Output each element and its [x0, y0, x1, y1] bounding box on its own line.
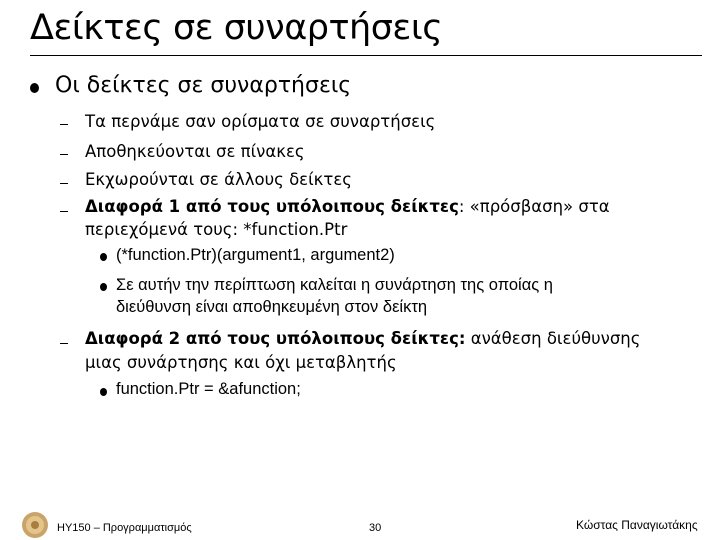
university-logo-icon [20, 510, 50, 540]
bullet-icon [100, 283, 107, 291]
dash-icon [60, 154, 68, 155]
diff2-bold-text: Διαφορά 2 από τους υπόλοιπους δείκτες: [85, 329, 466, 348]
diff2-line1 [85, 329, 640, 348]
diff2-line2: μιας συνάρτησης και όχι μεταβλητής [85, 353, 397, 372]
bullet-icon [30, 83, 39, 93]
diff1-sub2-line2: διεύθυνση είναι αποθηκευμένη στον δείκτη [116, 298, 428, 316]
footer-course: ΗΥ150 – Προγραμματισμός [57, 522, 192, 534]
bullet-icon [100, 388, 107, 396]
dash-icon [60, 124, 68, 125]
slide-title: Δείκτες σε συναρτήσεις [30, 8, 443, 48]
diff1-rest-text: : «πρόσβαση» στα [458, 197, 610, 216]
title-divider [30, 55, 702, 56]
diff1-line1 [85, 197, 610, 216]
bullet-icon [100, 253, 107, 261]
diff1-sub1: (*function.Ptr)(argument1, argument2) [116, 246, 395, 264]
item-text-3: Εκχωρούνται σε άλλους δείκτες [85, 170, 352, 189]
level1-bullet-text: Οι δείκτες σε συναρτήσεις [55, 73, 352, 98]
item-text-1: Τα περνάμε σαν ορίσματα σε συναρτήσεις [85, 112, 436, 131]
diff1-sub2-line1: Σε αυτήν την περίπτωση καλείται η συνάρτηση της οποίας η [116, 276, 553, 294]
footer-author: Κώστας Παναγιωτάκης [576, 518, 698, 532]
diff1-bold-text: Διαφορά 1 από τους υπόλοιπους δείκτες [85, 197, 459, 216]
diff1-line2: περιεχόμενά τους: *function.Ptr [85, 220, 348, 239]
diff2-sub1: function.Ptr = &afunction; [116, 380, 301, 398]
item-text-2: Αποθηκεύονται σε πίνακες [85, 142, 305, 161]
dash-icon [60, 343, 68, 344]
dash-icon [60, 183, 68, 184]
dash-icon [60, 211, 68, 212]
diff2-rest-text: ανάθεση διεύθυνσης [465, 329, 641, 348]
footer-page-number: 30 [369, 522, 382, 534]
